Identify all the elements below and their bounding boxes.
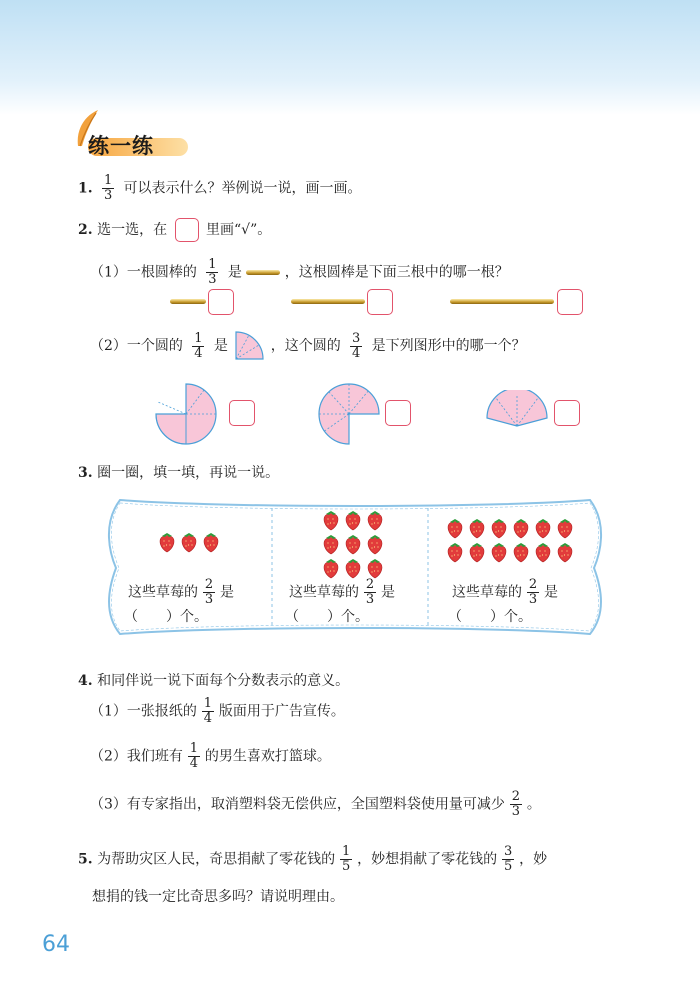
question-4: 4. 和同伴说一说下面每个分数表示的意义。	[78, 673, 350, 689]
strawberry-icon	[468, 541, 486, 563]
page-number: 64	[42, 932, 70, 957]
rod-option-3	[450, 299, 554, 304]
pie-option-2	[317, 382, 381, 446]
question-5-line-2: 想捐的钱一定比奇思多吗？请说明理由。	[92, 889, 344, 905]
pie-option-3	[484, 390, 550, 430]
tray-cell-2-question: 这些草莓的 $\frac{2}{3}$ 是	[289, 577, 395, 607]
strawberry-icon	[366, 557, 384, 579]
question-1: 1. $\frac{1}{3}$ 可以表示什么？举例说一说，画一画。	[78, 173, 362, 203]
strawberry-icon	[180, 531, 198, 553]
answer-box-rod-1[interactable]	[208, 289, 234, 315]
tray-cell-3-blank: （ ）个。	[448, 609, 532, 625]
tray-cell-1-question: 这些草莓的 $\frac{2}{3}$ 是	[128, 577, 234, 607]
strawberry-icon	[366, 533, 384, 555]
check-mark-icon: √	[241, 222, 251, 238]
question-2-part-1: （1）一根圆棒的 $\frac{1}{3}$ 是 ，这根圆棒是下面三根中的哪一根？	[90, 257, 509, 287]
strawberry-icon	[446, 541, 464, 563]
strawberry-icon	[556, 517, 574, 539]
strawberry-icon	[446, 517, 464, 539]
strawberry-icon	[468, 517, 486, 539]
strawberry-icon	[490, 517, 508, 539]
answer-box-rod-3[interactable]	[557, 289, 583, 315]
question-5: 5. 为帮助灾区人民，奇思捐献了零花钱的 $\frac{1}{5}$ ，妙想捐献了零花钱的 $\frac{3}{5}$ ，妙	[78, 844, 548, 874]
strawberry-icon	[344, 533, 362, 555]
strawberry-icon	[158, 531, 176, 553]
answer-box-pie-3[interactable]	[554, 400, 580, 426]
question-3: 3. 圈一圈，填一填，再说一说。	[78, 465, 280, 481]
question-4-item-2: （2）我们班有 $\frac{1}{4}$ 的男生喜欢打篮球。	[90, 741, 331, 771]
question-4-item-3: （3）有专家指出，取消塑料袋无偿供应，全国塑料袋使用量可减少 $\frac{2}{3}$ 。	[90, 789, 541, 819]
strawberry-icon	[344, 509, 362, 531]
strawberry-icon	[202, 531, 220, 553]
strawberry-icon	[534, 541, 552, 563]
answer-box-pie-1[interactable]	[229, 400, 255, 426]
short-rod-icon	[246, 270, 280, 275]
strawberry-icon	[322, 533, 340, 555]
strawberry-icon	[366, 509, 384, 531]
tray-cell-3-question: 这些草莓的 $\frac{2}{3}$ 是	[452, 577, 558, 607]
pie-option-1	[154, 382, 218, 446]
strawberry-icon	[490, 541, 508, 563]
fraction: $\frac{1}{3}$	[103, 173, 113, 203]
rod-option-2	[291, 299, 365, 304]
rod-option-1	[170, 299, 206, 304]
strawberry-icon	[556, 541, 574, 563]
tray-cell-2-blank: （ ）个。	[285, 609, 369, 625]
strawberry-icon	[512, 517, 530, 539]
question-4-item-1: （1）一张报纸的 $\frac{1}{4}$ 版面用于广告宣传。	[90, 696, 345, 726]
strawberry-icon	[322, 557, 340, 579]
tray-cell-1-blank: （ ）个。	[124, 609, 208, 625]
strawberry-icon	[344, 557, 362, 579]
strawberry-icon	[512, 541, 530, 563]
answer-box-sample	[175, 218, 199, 242]
quarter-circle-icon	[232, 329, 266, 363]
strawberry-icon	[534, 517, 552, 539]
answer-box-rod-2[interactable]	[367, 289, 393, 315]
section-title: 练一练	[78, 128, 186, 158]
question-2: 2. 选一选，在 里画“√”。	[78, 218, 271, 242]
question-2-part-2: （2）一个圆的 $\frac{1}{4}$ 是 ，这个圆的 $\frac{3}{4}$ 是下列图形中的哪一个？	[90, 329, 526, 363]
answer-box-pie-2[interactable]	[385, 400, 411, 426]
strawberry-icon	[322, 509, 340, 531]
header-band	[0, 0, 700, 115]
